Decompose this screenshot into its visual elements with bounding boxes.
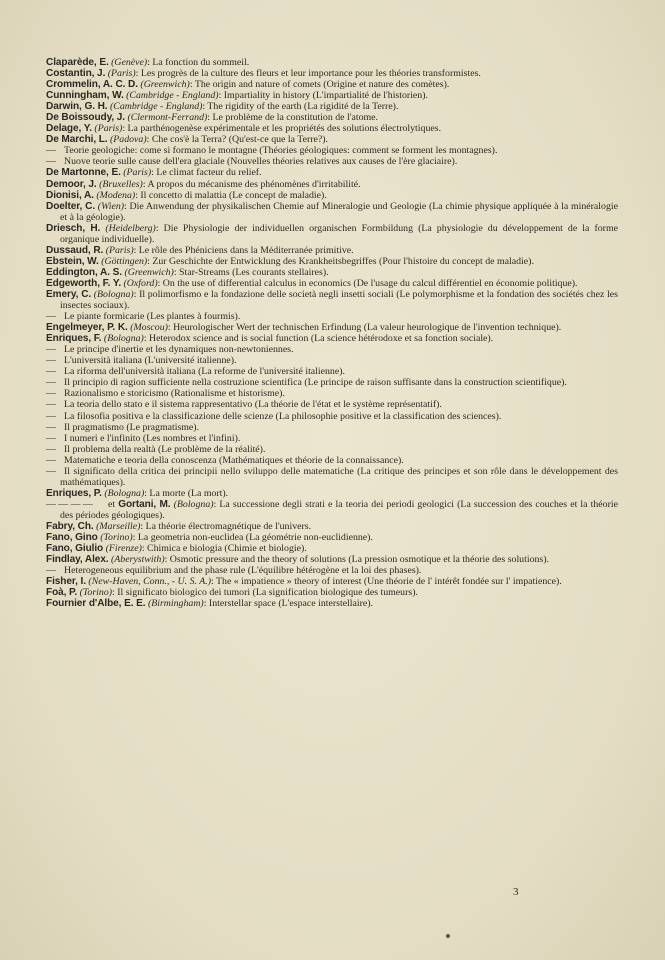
entry-title: : Les progrès de la culture des fleurs et leur importance pour les théories transformistes. xyxy=(135,68,481,80)
continuation-dash: — xyxy=(46,465,56,477)
entry-author: De Boissoudy, J. xyxy=(46,112,125,124)
bibliography-entry xyxy=(46,68,618,79)
entry-author: Fano, Giulio xyxy=(46,543,104,555)
bibliography-entry xyxy=(46,101,618,112)
entry-place: (Bologna) xyxy=(103,333,144,345)
entry-title: L'università italiana (L'université italienne). xyxy=(64,355,237,367)
entry-author: Dionisi, A. xyxy=(46,189,94,201)
bibliography-entry xyxy=(46,355,618,366)
entry-title: Le principe d'inertie et les dynamiques non-newtoniennes. xyxy=(64,344,294,356)
entry-title: : Star-Streams (Les courants stellaires). xyxy=(173,266,329,278)
bibliography-entry xyxy=(46,156,618,167)
bibliography-entry xyxy=(46,311,618,322)
bibliography-entry xyxy=(46,466,618,488)
continuation-dash: — xyxy=(46,344,56,356)
entry-author: Driesch, H. xyxy=(46,222,101,234)
entry-place: (Bologna) xyxy=(93,288,134,300)
entry-title: : Heurologischer Wert der technischen Erfindung (La valeur heurologique de l'invention technique). xyxy=(167,322,562,334)
continuation-dash: — xyxy=(46,410,56,422)
entry-place: (Cambridge - England) xyxy=(109,101,203,113)
entry-author: De Martonne, E. xyxy=(46,167,121,179)
entry-title: : La fonction du sommeil. xyxy=(147,57,250,68)
bibliography-entry xyxy=(46,488,618,499)
bibliography-entry xyxy=(46,554,618,565)
bibliography-entry xyxy=(46,223,618,245)
bibliography-entry xyxy=(46,278,618,289)
entry-title: : La geometria non-euclidea (La géométrie non-euclidienne). xyxy=(132,532,373,544)
bibliography-entry xyxy=(46,399,618,410)
bibliography-entry xyxy=(46,388,618,399)
entry-title: : Interstellar space (L'espace interstellaire). xyxy=(203,598,374,610)
entry-title: : Le problème de la constitution de l'atome. xyxy=(207,112,379,124)
entry-title: : Zur Geschichte der Entwicklung des Krankheitsbegriffes (Pour l'histoire du concept de maladie). xyxy=(147,255,534,267)
entry-title: Nuove teorie sulle cause dell'era glaciale (Nouvelles théories relatives aux causes de l'ère glaciaire). xyxy=(64,156,458,168)
entry-title: : La successione degli strati e la teoria dei periodi geologici (La succession des couches et la théorie des périodes géologiques). xyxy=(60,498,618,521)
entry-place: (Greenwich) xyxy=(124,266,174,278)
bibliography-entry xyxy=(46,598,618,609)
bibliography-entry xyxy=(46,145,618,156)
entry-title: : Osmotic pressure and the theory of solutions (La pression osmotique et la théorie des solutions). xyxy=(164,554,549,566)
entry-author: Emery, C. xyxy=(46,288,92,300)
entry-author: Fano, Gino xyxy=(46,532,98,544)
entry-place: (Paris) xyxy=(123,167,152,179)
entry-title: : Die Physiologie der individuellen organischen Formbildung (La physiologie du développement de la forme organique individuelle). xyxy=(60,222,618,245)
entry-title: : Chimica e biologia (Chimie et biologie). xyxy=(141,543,307,555)
entry-place: (Padova) xyxy=(110,134,147,146)
entry-place: (Heidelberg) xyxy=(105,222,156,234)
entry-title: : Die Anwendung der physikalischen Chemie auf Mineralogie und Geologie (La chimie physique appliquée à la minéralogie et à la géologie). xyxy=(60,200,618,223)
entry-author: Fournier d'Albe, E. E. xyxy=(46,598,146,610)
entry-title: : On the use of differential calculus in economics (De l'usage du calcul différentiel en économie politique). xyxy=(157,277,578,289)
entry-author: Cunningham, W. xyxy=(46,90,124,102)
entry-title: : Il concetto di malattia (Le concept de maladie). xyxy=(135,189,327,201)
bibliography-entry xyxy=(46,90,618,101)
continuation-dash: — xyxy=(46,432,56,444)
bibliography-entry xyxy=(46,190,618,201)
bibliography-entry xyxy=(46,576,618,587)
bibliography-entry xyxy=(46,179,618,190)
bibliography-entry xyxy=(46,543,618,554)
bibliography-entry xyxy=(46,411,618,422)
entry-place: (Bruxelles) xyxy=(99,178,143,190)
entry-place: (Greenwich) xyxy=(140,79,190,91)
entry-title: : The rigidity of the earth (La rigidité de la Terre). xyxy=(202,101,399,113)
bibliography-entry xyxy=(46,377,618,388)
bibliography-entry xyxy=(46,167,618,178)
bibliography-entry xyxy=(46,587,618,598)
bibliography-entry xyxy=(46,455,618,466)
bibliography-list xyxy=(46,57,618,609)
continuation-dash: — xyxy=(46,366,56,378)
bibliography-entry xyxy=(46,433,618,444)
entry-title: : Il significato biologico dei tumori (La signification biologique des tumeurs). xyxy=(112,587,418,599)
entry-place: (Göttingen) xyxy=(101,255,148,267)
entry-place: (Marseille) xyxy=(96,520,141,532)
entry-author: Enriques, F. xyxy=(46,333,102,345)
entry-author: Eddington, A. S. xyxy=(46,266,122,278)
bibliography-entry xyxy=(46,289,618,311)
entry-place: (Firenze) xyxy=(105,543,142,555)
continuation-dash: — xyxy=(46,443,56,455)
entry-author: Foà, P. xyxy=(46,587,78,599)
bibliography-entry xyxy=(46,245,618,256)
bibliography-entry xyxy=(46,112,618,123)
entry-author: Demoor, J. xyxy=(46,178,97,190)
entry-title: Il pragmatismo (Le pragmatisme). xyxy=(64,421,200,433)
entry-place: (Wien) xyxy=(97,200,125,212)
entry-place: (Bologna) xyxy=(104,487,145,499)
entry-place: (New-Haven, Conn., - U. S. A.) xyxy=(88,576,211,588)
entry-author: Delage, Y. xyxy=(46,123,92,135)
bibliography-entry xyxy=(46,532,618,543)
entry-place: (Aberystwith) xyxy=(111,554,165,566)
entry-author: Crommelin, A. C. D. xyxy=(46,79,138,91)
entry-place: (Genève) xyxy=(111,57,148,68)
entry-author: Costantin, J. xyxy=(46,68,106,80)
entry-title: Il significato della critica dei principii nello sviluppo delle matematiche (La critique des principes et son rôle dans le développement des mathématiques). xyxy=(60,465,618,488)
entry-author: Gortani, M. xyxy=(118,498,171,510)
continuation-dash: — xyxy=(46,388,56,400)
bibliography-entry xyxy=(46,565,618,576)
continuation-dash: — xyxy=(46,145,56,157)
page-number: 3 xyxy=(513,886,519,898)
continuation-dashes: — — — — xyxy=(46,498,93,510)
continuation-dash: — xyxy=(46,421,56,433)
continuation-dash: — xyxy=(46,311,56,323)
bibliography-entry xyxy=(46,256,618,267)
entry-place: (Modena) xyxy=(96,189,136,201)
entry-title: : A propos du mécanisme des phénomènes d'irritabilité. xyxy=(142,178,361,190)
bibliography-entry xyxy=(46,123,618,134)
bibliography-entry xyxy=(46,366,618,377)
entry-title: Teorie geologiche: come si formano le montagne (Théories géologiques: comment se forment les montagnes). xyxy=(64,145,498,157)
bibliography-entry xyxy=(46,444,618,455)
entry-title: La teoria dello stato e il sistema rappresentativo (La théorie de l'état et le système représentatif). xyxy=(64,399,442,411)
entry-title: Il problema della realtà (Le problème de la réalité). xyxy=(64,443,266,455)
entry-title: : La parthénogenèse expérimentale et les propriétés des solutions électrolytiques. xyxy=(122,123,442,135)
entry-place: (Torino) xyxy=(79,587,113,599)
continuation-dash: — xyxy=(46,156,56,168)
entry-place: (Paris) xyxy=(107,68,136,80)
bibliography-entry xyxy=(46,322,618,333)
bibliography-entry xyxy=(46,79,618,90)
entry-title: : La morte (La mort). xyxy=(144,487,229,499)
entry-place: (Paris) xyxy=(94,123,123,135)
entry-place: (Paris) xyxy=(105,244,134,256)
entry-author: De Marchi, L. xyxy=(46,134,108,146)
entry-title: : Le climat facteur du relief. xyxy=(151,167,262,179)
bibliography-entry xyxy=(46,344,618,355)
entry-title: Matematiche e teoria della conoscenza (Mathématiques et théorie de la connaissance). xyxy=(64,454,404,466)
bibliography-entry xyxy=(46,201,618,223)
entry-conjunction: et xyxy=(108,498,119,510)
entry-author: Engelmeyer, P. K. xyxy=(46,322,128,334)
entry-place: (Oxford) xyxy=(123,277,158,289)
bibliography-entry xyxy=(46,134,618,145)
continuation-dash: — xyxy=(46,565,56,577)
continuation-dash: — xyxy=(46,454,56,466)
entry-author: Edgeworth, F. Y. xyxy=(46,277,122,289)
entry-title: Il principio di ragion sufficiente nella costruzione scientifica (Le principe de raison suffisante dans la construction scientifique). xyxy=(64,377,567,389)
entry-title: : Che cos'è la Terra? (Qu'est-ce que la Terre?). xyxy=(146,134,328,146)
entry-title: La filosofia positiva e la classificazione delle scienze (La philosophie positive et la classification des sciences). xyxy=(64,410,502,422)
entry-place: (Torino) xyxy=(100,532,133,544)
entry-title: : Heterodox science and is social function (La science hétérodoxe et sa fonction sociale). xyxy=(143,333,494,345)
bibliography-entry xyxy=(46,499,618,521)
bibliography-entry xyxy=(46,333,618,344)
bibliography-entry xyxy=(46,422,618,433)
entry-place: (Cambridge - England) xyxy=(126,90,219,102)
entry-author: Doelter, C. xyxy=(46,200,96,212)
entry-title: : Il polimorfismo e la fondazione delle società negli insetti sociali (Le polymorphisme et la fondation des sociétés chez les insectes sociaux). xyxy=(60,288,618,312)
entry-title: : Impartiality in history (L'impartialité de l'historien). xyxy=(218,90,428,102)
entry-title: I numeri e l'infinito (Les nombres et l'infini). xyxy=(64,432,241,444)
entry-title: : The origin and nature of comets (Origine et nature des comètes). xyxy=(189,79,450,91)
entry-author: Fabry, Ch. xyxy=(46,520,94,532)
continuation-dash: — xyxy=(46,377,56,389)
entry-author: Fisher, I. xyxy=(46,576,86,588)
entry-place: (Bologna) xyxy=(173,498,214,510)
bibliography-entry xyxy=(46,57,618,68)
entry-title: Le piante formicarie (Les plantes à fourmis). xyxy=(64,311,241,323)
continuation-dash: — xyxy=(46,399,56,411)
entry-title: Heterogeneous equilibrium and the phase rule (L'équilibre hétérogène et la loi des phases). xyxy=(64,565,422,577)
continuation-dash: — xyxy=(46,355,56,367)
entry-author: Darwin, G. H. xyxy=(46,101,108,113)
entry-author: Dussaud, R. xyxy=(46,244,104,256)
entry-author: Findlay, Alex. xyxy=(46,554,109,566)
entry-title: : La théorie électromagnétique de l'univers. xyxy=(140,520,312,532)
entry-title: : Le rôle des Phéniciens dans la Méditerranée primitive. xyxy=(133,244,354,256)
entry-place: (Birmingham) xyxy=(147,598,204,610)
entry-title: : The « impatience » theory of interest (Une théorie de l' intérêt fondée sur l' impatience). xyxy=(211,576,562,588)
entry-place: (Clermont-Ferrand) xyxy=(127,112,208,124)
bibliography-entry xyxy=(46,521,618,532)
entry-author: Claparède, E. xyxy=(46,57,109,68)
entry-title: Razionalismo e storicismo (Rationalisme et historisme). xyxy=(64,388,285,400)
entry-author: Ebstein, W. xyxy=(46,255,99,267)
entry-author: Enriques, P. xyxy=(46,487,102,499)
entry-title: La riforma dell'università italiana (La reforme de l'université italienne). xyxy=(64,366,345,378)
paper-speck xyxy=(446,934,450,938)
entry-place: (Moscou) xyxy=(130,322,168,334)
bibliography-entry xyxy=(46,267,618,278)
